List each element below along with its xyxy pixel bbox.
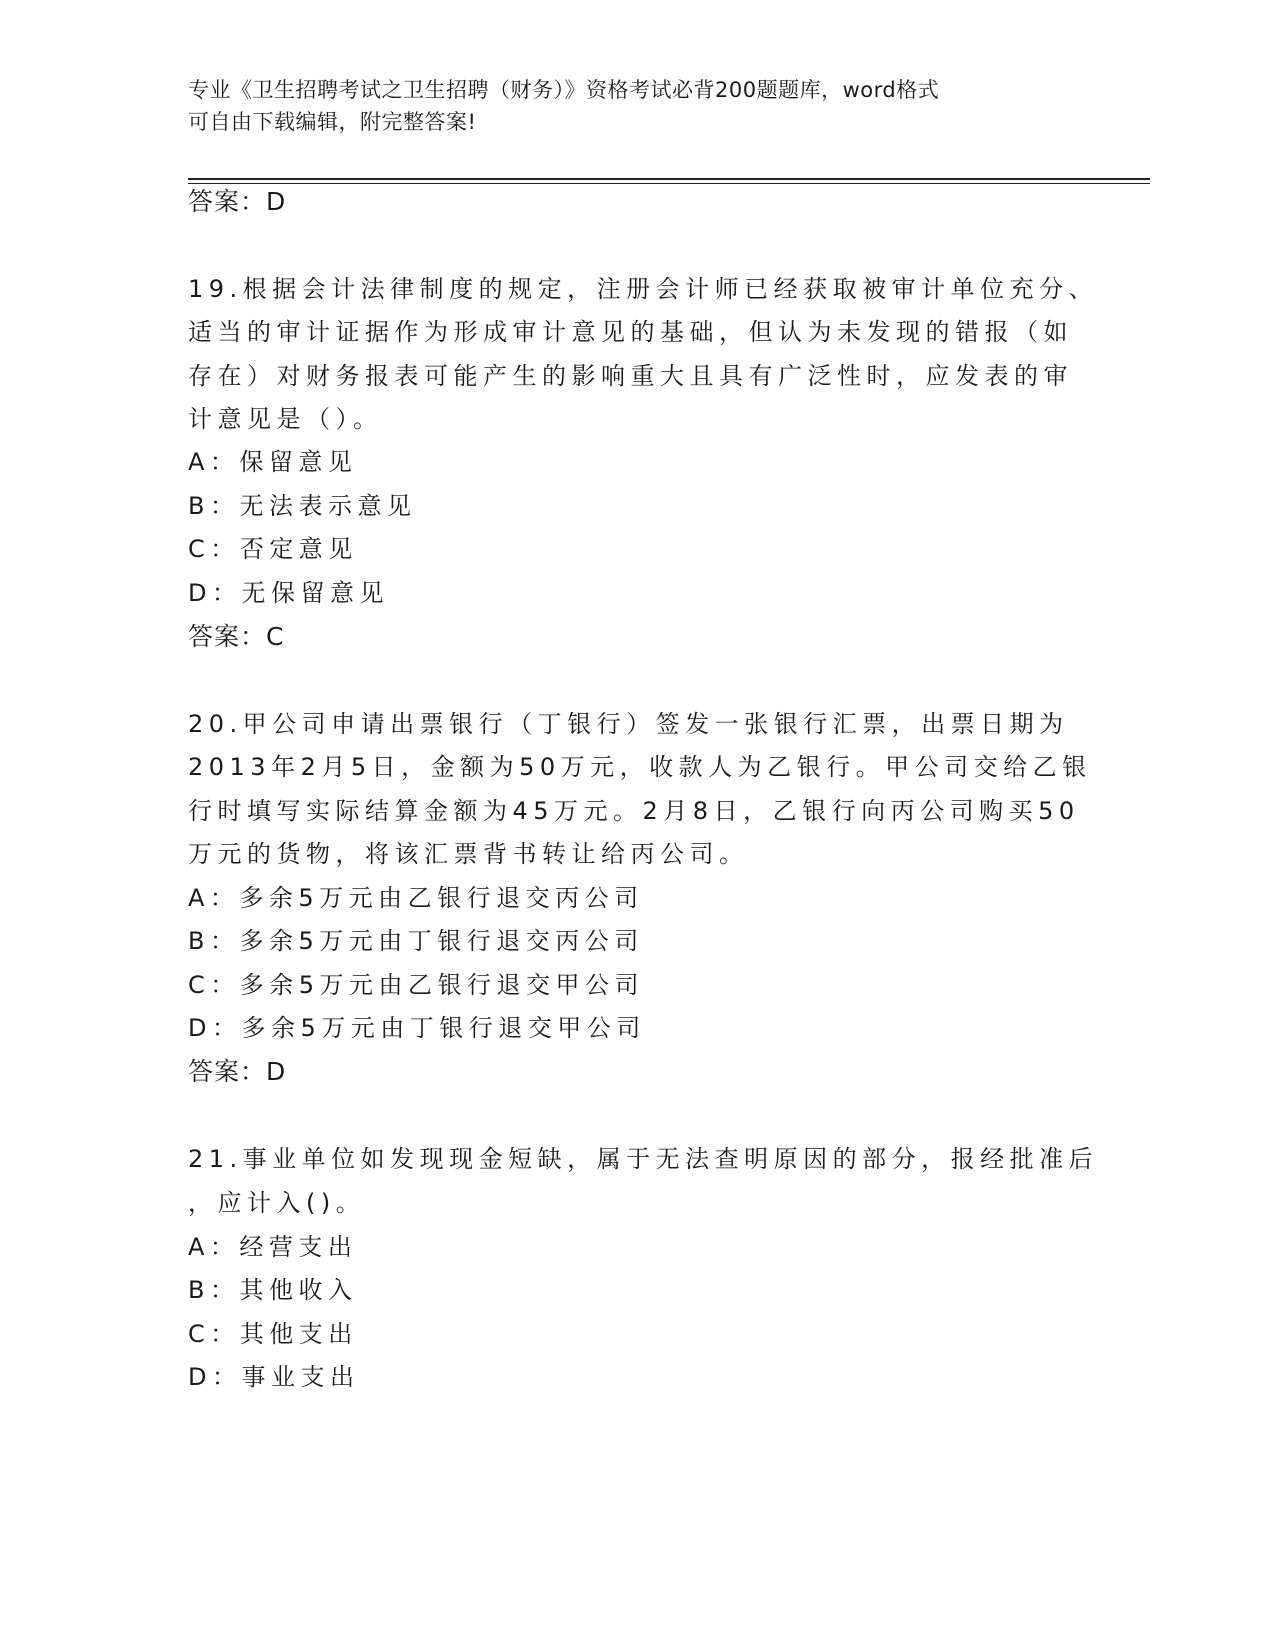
question-19-line-2: 适当的审计证据作为形成审计意见的基础，但认为未发现的错报（如 [188,318,1073,346]
question-20-option-c: C：多余5万元由乙银行退交甲公司 [188,971,645,999]
question-19-answer: 答案：C [188,622,285,651]
question-20-line-3: 行时填写实际结算金额为45万元。2月8日，乙银行向丙公司购买50 [188,797,1080,825]
answer-line: 答案：D [188,187,287,216]
question-21-option-c: C：其他支出 [188,1320,358,1348]
header-line-1: 专业《卫生招聘考试之卫生招聘（财务）》资格考试必背200题题库，word格式 [188,78,940,102]
question-20-answer: 答案：D [188,1057,287,1086]
header-line-2: 可自由下载编辑，附完整答案! [188,110,477,134]
question-20-option-d: D：多余5万元由丁银行退交甲公司 [188,1014,646,1042]
question-21-option-b: B：其他收入 [188,1276,358,1304]
header-rule-thick [188,178,1150,180]
question-21-option-d: D：事业支出 [188,1363,360,1391]
question-21-line-2: ，应计入()。 [188,1189,366,1217]
question-20-option-a: A：多余5万元由乙银行退交丙公司 [188,884,644,912]
header-rule-thin [188,183,1150,184]
question-21-line-1: 21.事业单位如发现现金短缺，属于无法查明原因的部分，报经批准后 [188,1145,1099,1173]
question-20-option-b: B：多余5万元由丁银行退交丙公司 [188,927,644,955]
question-19-line-3: 存在）对财务报表可能产生的影响重大且具有广泛性时，应发表的审 [188,362,1073,390]
question-19-option-a: A：保留意见 [188,448,358,476]
question-20-line-1: 20.甲公司申请出票银行（丁银行）签发一张银行汇票，出票日期为 [188,710,1069,738]
question-20-line-4: 万元的货物，将该汇票背书转让给丙公司。 [188,840,749,868]
question-21-option-a: A：经营支出 [188,1233,358,1261]
question-19-option-d: D：无保留意见 [188,579,389,607]
question-19-line-4: 计意见是（）。 [188,405,383,433]
question-20-line-2: 2013年2月5日，金额为50万元，收款人为乙银行。甲公司交给乙银 [188,753,1092,781]
question-19-option-b: B：无法表示意见 [188,492,417,520]
question-19-line-1: 19.根据会计法律制度的规定，注册会计师已经获取被审计单位充分、 [188,275,1099,303]
question-19-option-c: C：否定意见 [188,535,358,563]
header-text [188,74,1088,138]
